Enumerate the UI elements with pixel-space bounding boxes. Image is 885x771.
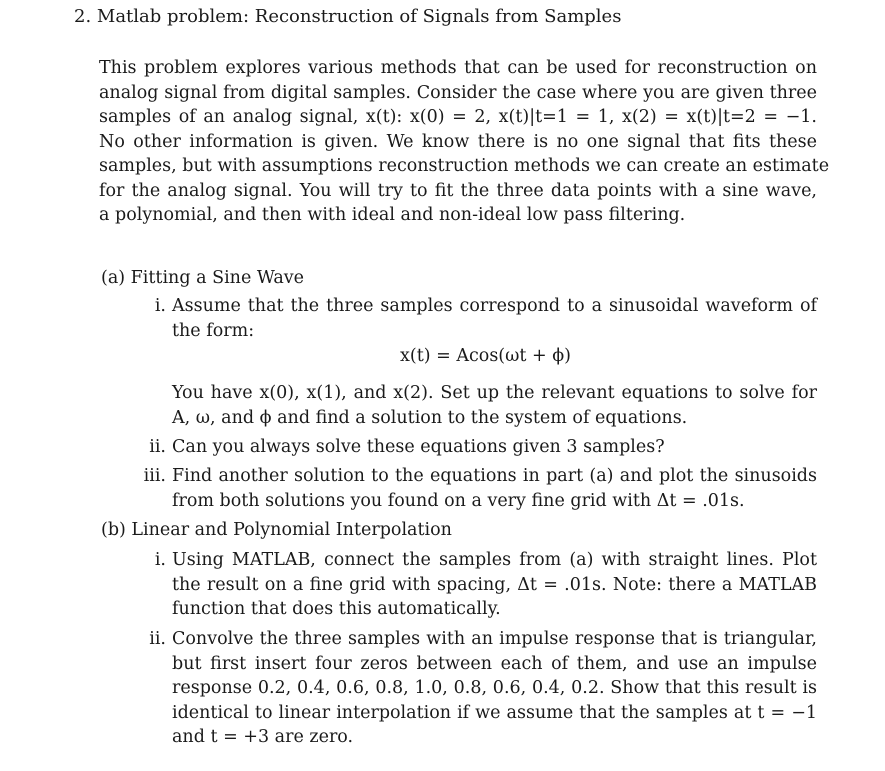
part-b-item-i — [154, 548, 817, 622]
item-line: You have x(0), x(1), and x(2). Set up the relevant equations to solve for — [172, 383, 817, 403]
part-a-item-i-continued — [172, 381, 817, 430]
intro-line: analog signal from digital samples. Consider the case where you are given three — [99, 82, 817, 103]
item-line: Find another solution to the equations in part (a) and plot the sinusoids — [172, 466, 817, 486]
item-line: the form: — [172, 320, 255, 341]
intro-line: for the analog signal. You will try to fit the three data points with a sine wave, — [99, 180, 817, 201]
part-a-item-i — [154, 294, 817, 343]
intro-line: samples of an analog signal, x(t): x(0) = 2, x(t)|t=1 = 1, x(2) = x(t)|t=2 = −1. — [99, 107, 817, 127]
item-line: function that does this automatically. — [172, 599, 501, 619]
item-marker: ii. — [149, 437, 166, 457]
intro-line: samples, but with assumptions reconstruction methods we can create an estimate — [99, 156, 830, 176]
item-marker: ii. — [149, 629, 166, 649]
item-marker: i. — [154, 550, 166, 570]
item-marker: i. — [154, 296, 166, 316]
item-line: the result on a fine grid with spacing, Δt = .01s. Note: there a MATLAB — [172, 574, 817, 595]
item-marker: iii. — [143, 466, 166, 486]
sinusoid-equation: x(t) = Acos(ωt + ϕ) — [400, 346, 571, 366]
intro-line: No other information is given. We know there is no one signal that fits these — [99, 131, 817, 152]
intro-line: a polynomial, and then with ideal and non-ideal low pass filtering. — [99, 205, 686, 225]
problem-intro — [99, 56, 830, 228]
item-line: response 0.2, 0.4, 0.6, 0.8, 1.0, 0.8, 0.6, 0.4, 0.2. Show that this result is — [172, 678, 817, 698]
item-line: but first insert four zeros between each of them, and use an impulse — [172, 653, 817, 674]
item-line: and t = +3 are zero. — [172, 727, 354, 747]
part-a-item-ii — [149, 435, 817, 460]
item-line: Can you always solve these equations given 3 samples? — [172, 437, 665, 457]
part-a-label: (a) Fitting a Sine Wave — [101, 268, 305, 288]
item-line: Assume that the three samples correspond to a sinusoidal waveform of — [172, 296, 817, 316]
item-line: identical to linear interpolation if we assume that the samples at t = −1 — [172, 702, 817, 723]
part-a-item-iii — [143, 464, 817, 513]
item-line: Convolve the three samples with an impulse response that is triangular, — [172, 629, 817, 649]
intro-line: This problem explores various methods that can be used for reconstruction on — [99, 58, 817, 78]
part-b-item-ii — [149, 627, 817, 750]
item-line: Using MATLAB, connect the samples from (a) with straight lines. Plot — [172, 550, 817, 570]
item-line: from both solutions you found on a very fine grid with Δt = .01s. — [172, 490, 745, 511]
part-b-label: (b) Linear and Polynomial Interpolation — [101, 520, 452, 540]
item-line: A, ω, and ϕ and find a solution to the system of equations. — [172, 407, 688, 428]
problem-heading: 2. Matlab problem: Reconstruction of Signals from Samples — [74, 6, 622, 27]
